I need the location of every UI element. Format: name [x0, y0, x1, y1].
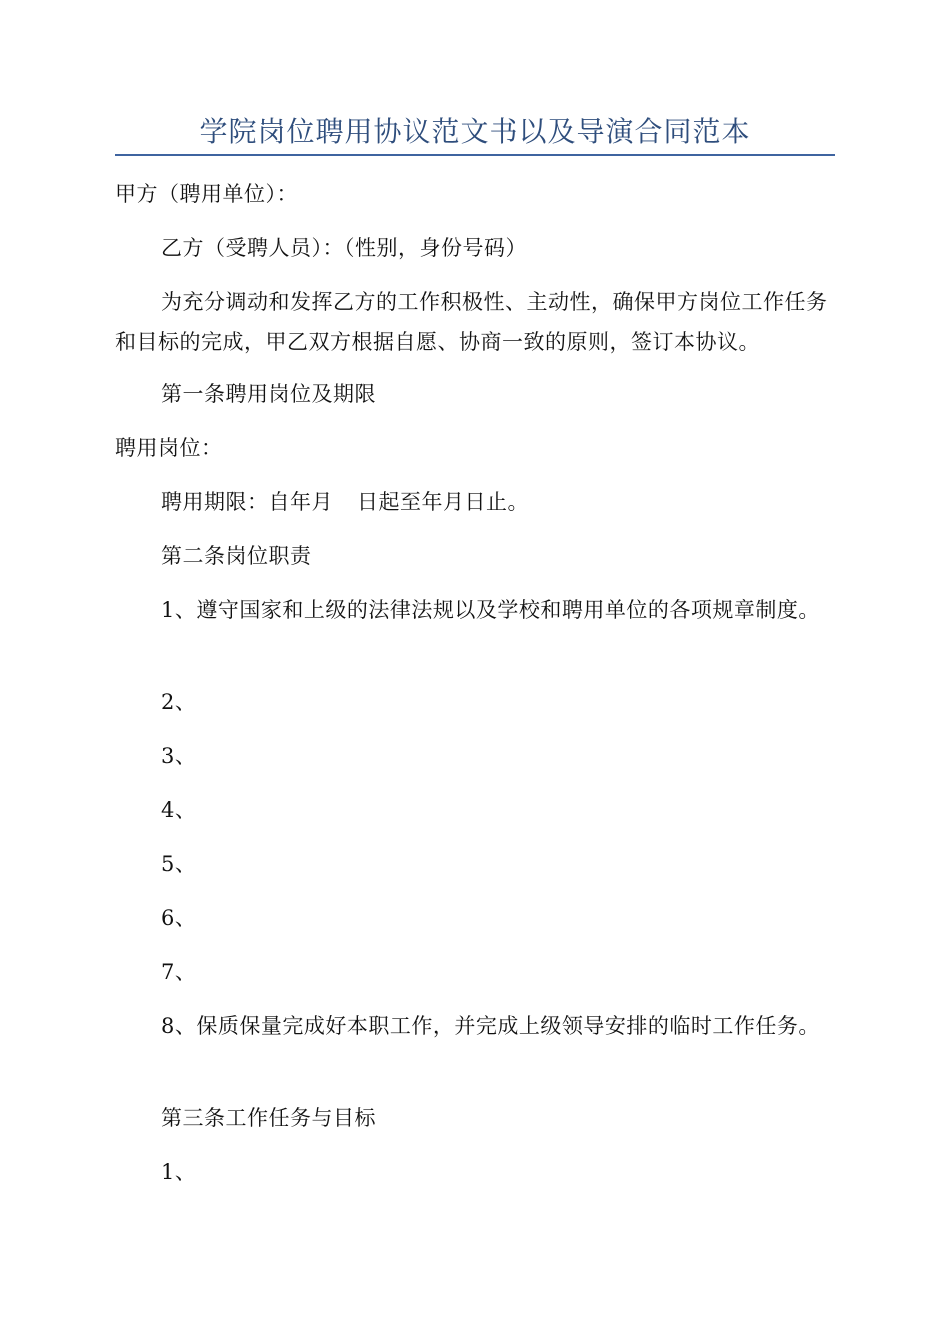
preamble-paragraph: 为充分调动和发挥乙方的工作积极性、主动性，确保甲方岗位工作任务和目标的完成，甲乙双方根据自愿、协商一致的原则，签订本协议。 — [115, 290, 828, 354]
duty-item: 1、遵守国家和上级的法律法规以及学校和聘用单位的各项规章制度。 — [161, 598, 820, 622]
duty-item: 2、 — [161, 690, 197, 714]
term-part-1: 聘用期限：自年月 — [161, 490, 333, 514]
document-title: 学院岗位聘用协议范文书以及导演合同范本 — [199, 115, 751, 148]
article-1-heading: 第一条聘用岗位及期限 — [161, 382, 376, 406]
title-underline — [115, 154, 835, 156]
duty-item: 5、 — [161, 852, 197, 876]
duty-item: 3、 — [161, 744, 197, 768]
party-b-line: 乙方（受聘人员）：（性别，身份号码） — [161, 236, 527, 260]
duty-item: 7、 — [161, 960, 197, 984]
article-3-heading: 第三条工作任务与目标 — [161, 1106, 376, 1130]
duty-item: 6、 — [161, 906, 197, 930]
party-a-line: 甲方（聘用单位）： — [115, 182, 298, 206]
task-item: 1、 — [161, 1160, 197, 1184]
article-2-heading: 第二条岗位职责 — [161, 544, 312, 568]
post-line: 聘用岗位： — [115, 436, 223, 460]
duty-item: 8、保质保量完成好本职工作，并完成上级领导安排的临时工作任务。 — [161, 1014, 820, 1038]
duty-item: 4、 — [161, 798, 197, 822]
term-part-2: 日起至年月日止。 — [357, 490, 529, 514]
term-line — [115, 482, 835, 522]
